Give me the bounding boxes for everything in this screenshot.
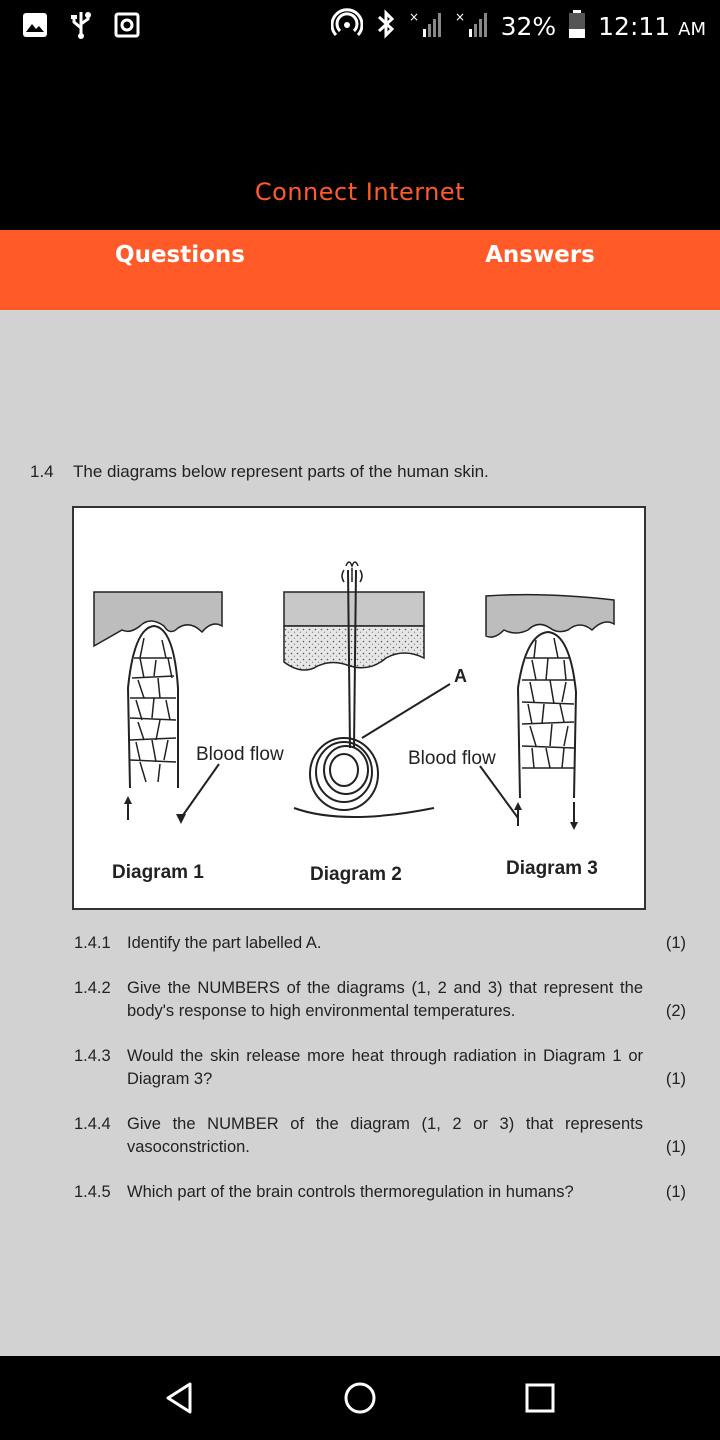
status-bar	[0, 0, 720, 50]
subquestion-marks: (1)	[665, 934, 686, 952]
subquestion-marks: (1)	[665, 1138, 686, 1156]
subquestion-text: Identify the part labelled A.	[127, 934, 322, 952]
recents-icon[interactable]	[520, 1378, 560, 1418]
skin-diagram-figure	[72, 506, 646, 910]
usb-icon	[68, 10, 94, 45]
tab-bar	[0, 230, 720, 310]
diagram-1-label: Diagram 1	[112, 862, 204, 883]
home-icon[interactable]	[340, 1378, 380, 1418]
subquestion-number: 1.4.4	[74, 1115, 111, 1133]
subquestion-number: 1.4.2	[74, 979, 111, 997]
subquestion-marks: (1)	[665, 1070, 686, 1088]
hotspot-icon	[331, 8, 363, 44]
clock	[598, 12, 706, 41]
label-a: A	[454, 666, 467, 686]
battery-icon	[568, 9, 586, 43]
subquestion-1-4-5	[74, 1181, 686, 1204]
screenshot-icon	[114, 12, 140, 43]
tab-answers[interactable]: Answers	[485, 242, 595, 268]
signal-icon	[455, 9, 489, 43]
question-heading	[30, 462, 489, 482]
diagram-3-label: Diagram 3	[506, 858, 598, 879]
subquestion-1-4-2	[74, 977, 686, 1023]
image-icon	[22, 12, 48, 43]
back-icon[interactable]	[160, 1378, 200, 1418]
diagram-2-drawing	[284, 562, 518, 818]
subquestion-text: Which part of the brain controls thermoregulation in humans?	[127, 1183, 574, 1201]
subquestion-marks: (1)	[665, 1183, 686, 1201]
subquestion-1-4-1	[74, 932, 686, 955]
subquestion-text: Give the NUMBER of the diagram (1, 2 or 3) that represents vasoconstriction.	[127, 1115, 643, 1156]
diagram-1-drawing	[94, 592, 222, 824]
clock-ampm: AM	[678, 18, 706, 40]
question-intro: The diagrams below represent parts of the human skin.	[73, 462, 489, 481]
svg-text:×: ×	[408, 10, 419, 24]
tab-questions[interactable]: Questions	[115, 242, 245, 268]
blood-flow-label-1: Blood flow	[196, 744, 284, 765]
clock-time: 12:11	[598, 11, 671, 41]
subquestion-1-4-3	[74, 1045, 686, 1091]
skin-diagrams	[74, 508, 644, 908]
svg-text:×: ×	[454, 10, 465, 24]
subquestion-text: Would the skin release more heat through radiation in Diagram 1 or Diagram 3?	[127, 1047, 643, 1088]
connect-internet-link[interactable]: Connect Internet	[254, 178, 466, 206]
blood-flow-label-2: Blood flow	[408, 748, 496, 769]
question-page[interactable]	[0, 310, 720, 1356]
bluetooth-icon	[375, 9, 397, 43]
subquestion-number: 1.4.3	[74, 1047, 111, 1065]
question-number: 1.4	[30, 462, 54, 481]
diagram-2-label: Diagram 2	[310, 864, 402, 885]
subquestion-text: Give the NUMBERS of the diagrams (1, 2 and 3) that represent the body's response to high environmental temperatures.	[127, 979, 643, 1020]
subquestion-marks: (2)	[665, 1002, 686, 1020]
subquestion-1-4-4	[74, 1113, 686, 1159]
navigation-bar	[0, 1356, 720, 1440]
subquestion-number: 1.4.5	[74, 1183, 111, 1201]
battery-percent: 32%	[500, 11, 557, 41]
subquestion-number: 1.4.1	[74, 934, 111, 952]
signal-icon	[409, 9, 443, 43]
diagram-3-drawing	[486, 595, 614, 830]
